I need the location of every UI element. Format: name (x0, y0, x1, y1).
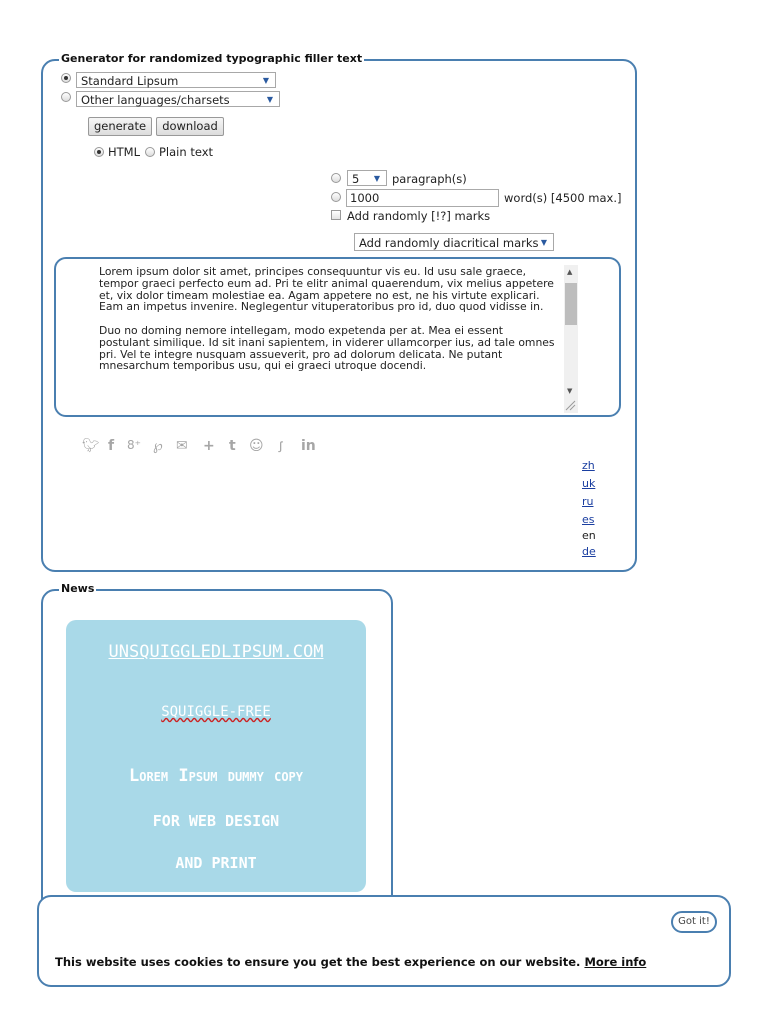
random-marks-label: Add randomly [!?] marks (347, 209, 491, 223)
facebook-icon[interactable]: f (108, 438, 115, 454)
standard-lipsum-radio[interactable] (61, 73, 71, 83)
paragraph-label: paragraph(s) (392, 172, 467, 186)
news-banner-line5: AND PRINT (175, 854, 257, 872)
news-banner-site[interactable]: UNSQUIGGLEDLIPSUM.COM (108, 642, 324, 662)
textarea-scrollbar[interactable] (564, 265, 578, 413)
output-paragraph: Lorem ipsum dolor sit amet, principes consequuntur vis eu. Id usu sale graece, tempor graeci perfecto eum ad. Pri te elitr animal quaerendum, vix melius appetere et, vix dolor timeam molestiae ea. Agam appetere no est, ne his virtute explicari. Eam an impetus invenire. Neglegentur vituperatoribus pro id, duo quod vidisse in. (99, 265, 554, 314)
word-label: word(s) [4500 max.] (504, 191, 622, 205)
standard-lipsum-select-value: Standard Lipsum (81, 74, 179, 88)
plain-text-radio[interactable] (145, 147, 155, 157)
got-it-button[interactable]: Got it! (671, 911, 717, 933)
scroll-down-icon[interactable]: ▼ (567, 387, 573, 395)
paragraph-count-select[interactable] (347, 170, 387, 186)
diacritical-marks-value: Add randomly diacritical marks (359, 236, 539, 250)
cookie-message (55, 955, 646, 969)
cookie-banner (37, 895, 731, 987)
cookie-text: This website uses cookies to ensure you get the best experience on our website. (55, 955, 581, 969)
scroll-up-icon[interactable]: ▲ (567, 268, 573, 276)
output-textarea[interactable] (54, 257, 621, 417)
other-languages-select[interactable] (76, 91, 280, 107)
reddit-icon[interactable]: ☺ (249, 438, 264, 454)
paragraphs-radio[interactable] (331, 173, 341, 183)
random-marks-checkbox[interactable] (331, 210, 341, 220)
more-info-link[interactable]: More info (584, 955, 647, 969)
generator-legend: Generator for randomized typographic filler text (61, 52, 363, 65)
html-label: HTML (108, 145, 141, 159)
chevron-down-icon: ▼ (266, 95, 273, 104)
paragraph-count-value: 5 (352, 172, 360, 186)
stumbleupon-icon[interactable]: ꭍ (278, 440, 284, 456)
news-banner[interactable] (66, 620, 366, 892)
scrollbar-thumb[interactable] (565, 283, 577, 325)
chevron-down-icon: ▼ (262, 76, 269, 85)
word-count-input[interactable]: 1000 (346, 189, 499, 207)
plain-text-label: Plain text (159, 145, 214, 159)
plus-icon[interactable]: + (203, 438, 215, 454)
chevron-down-icon: ▼ (540, 238, 547, 247)
lang-current-en: en (582, 529, 596, 542)
standard-lipsum-select[interactable] (76, 72, 276, 88)
other-languages-radio[interactable] (61, 92, 71, 102)
twitter-icon[interactable]: 🐦︎ (82, 438, 100, 454)
news-banner-squiggle: SQUIGGLE-FREE (161, 704, 271, 720)
linkedin-icon[interactable]: in (301, 438, 316, 454)
email-icon[interactable]: ✉ (176, 438, 188, 454)
diacritical-marks-select[interactable] (354, 233, 554, 251)
resize-handle-icon[interactable] (564, 399, 576, 411)
chevron-down-icon: ▼ (373, 174, 380, 183)
output-paragraph: Duo no doming nemore intellegam, modo expetenda per at. Mea ei essent postulant similique. Id sit inani sapientem, in viderer ullamcorper ius, ad tale omnes pri. Vel te integre nusquam assueverit, pro ad dolorum delicata. Ne putant mnesarchum temporibus usu, qui ei graeci utroque docendi. (99, 323, 555, 373)
pinterest-icon[interactable]: ℘ (153, 438, 163, 454)
lang-link-ru[interactable]: ru (582, 495, 594, 508)
news-banner-line4: FOR WEB DESIGN (152, 812, 280, 830)
output-text (99, 266, 555, 384)
googleplus-icon[interactable]: 8⁺ (127, 438, 141, 452)
tumblr-icon[interactable]: t (229, 438, 236, 454)
lang-link-es[interactable]: es (582, 513, 595, 526)
download-button[interactable]: download (156, 117, 224, 136)
html-radio[interactable] (94, 147, 104, 157)
other-languages-select-value: Other languages/charsets (81, 93, 230, 107)
lang-link-de[interactable]: de (582, 545, 596, 558)
lang-link-zh[interactable]: zh (582, 459, 595, 472)
generate-button[interactable]: generate (88, 117, 152, 136)
news-banner-tagline: Lorem Ipsum dummy copy (129, 766, 303, 786)
lang-link-uk[interactable]: uk (582, 477, 596, 490)
news-legend: News (61, 582, 95, 595)
words-radio[interactable] (331, 192, 341, 202)
